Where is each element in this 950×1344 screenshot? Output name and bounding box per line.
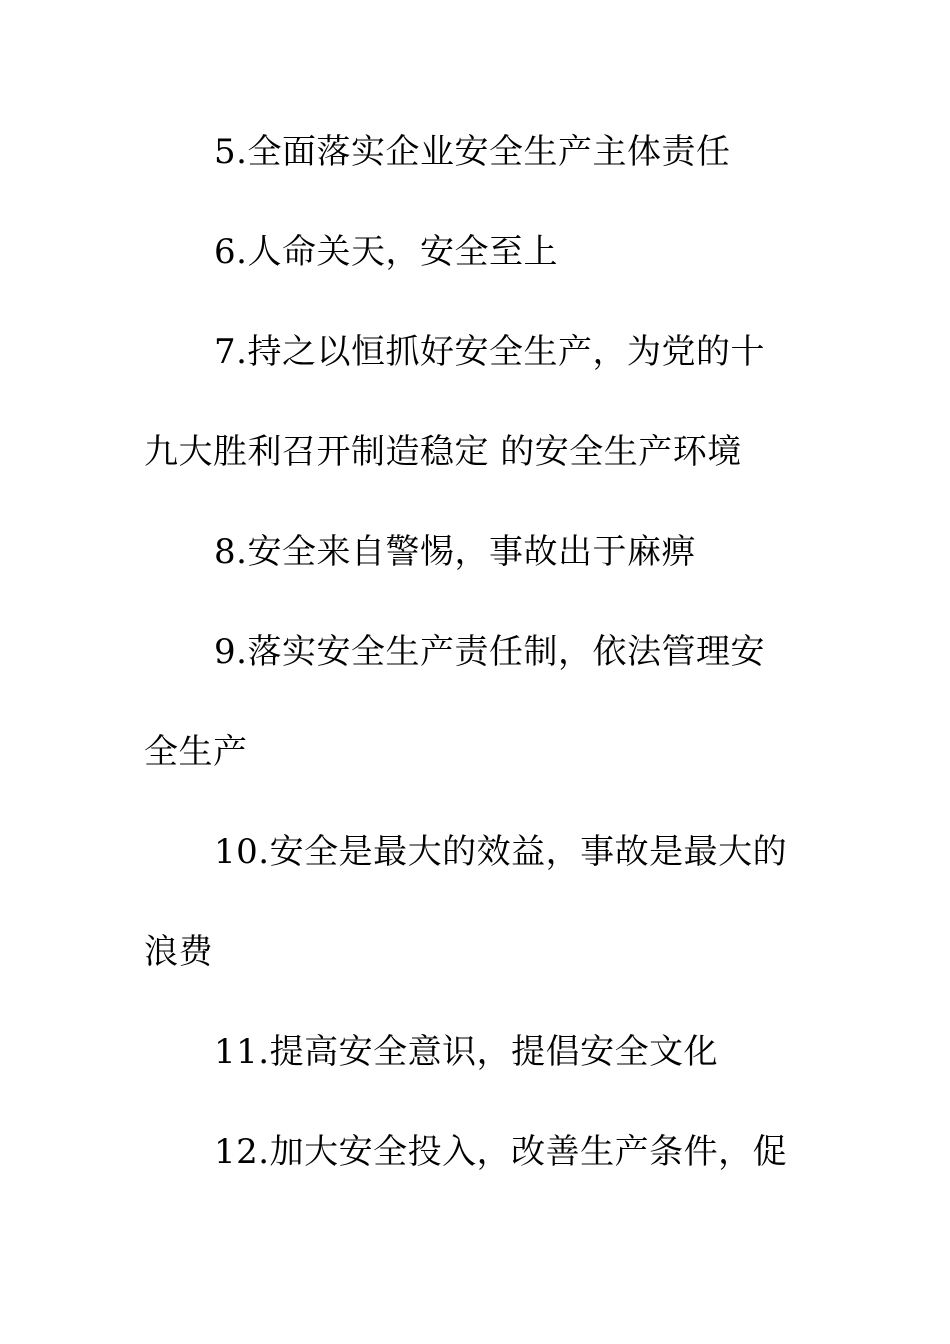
list-item-7-continuation: 九大胜利召开制造稳定 的安全生产环境 — [144, 432, 742, 472]
list-item-9-continuation: 全生产 — [144, 732, 248, 772]
list-item-6: 6.人命关天，安全至上 — [214, 232, 558, 272]
list-item-10: 10.安全是最大的效益，事故是最大的 — [214, 832, 788, 872]
list-item-11: 11.提高安全意识，提倡安全文化 — [214, 1032, 719, 1072]
list-item-10-continuation: 浪费 — [144, 932, 213, 972]
list-item-12: 12.加大安全投入，改善生产条件，促 — [214, 1132, 788, 1172]
list-item-7: 7.持之以恒抓好安全生产，为党的十 — [214, 332, 765, 372]
list-item-5: 5.全面落实企业安全生产主体责任 — [214, 132, 731, 172]
list-item-8: 8.安全来自警惕，事故出于麻痹 — [214, 532, 696, 572]
list-item-9: 9.落实安全生产责任制，依法管理安 — [214, 632, 765, 672]
